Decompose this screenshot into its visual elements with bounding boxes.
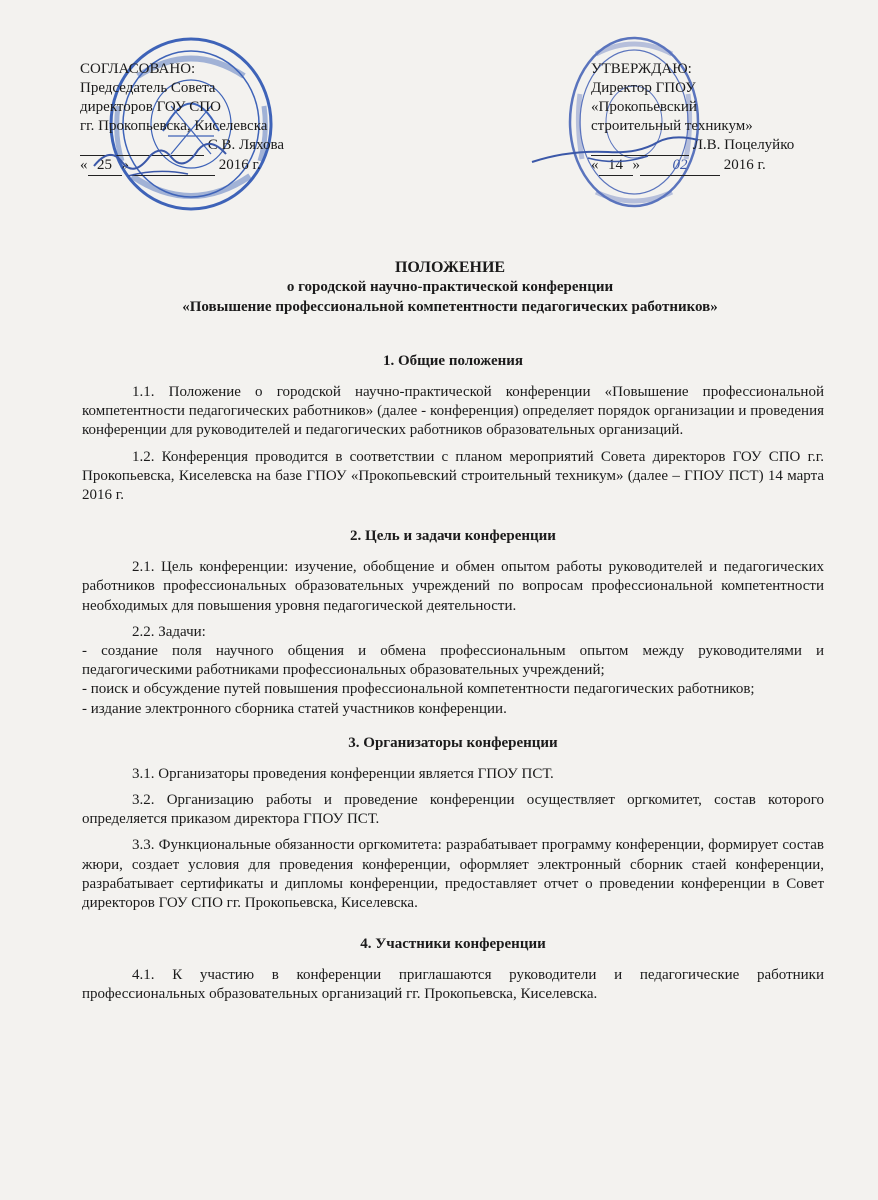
paragraph: 2.1. Цель конференции: изучение, обобщение и обмен опытом работы руководителей и педагогических работников профессиональных образовательных учреждений по вопросам профессиональной компетентности необходимых для повышения уровня педагогической деятельности. xyxy=(82,559,824,614)
paragraph: 4.1. К участию в конференции приглашаются руководители и педагогические работники профессиональных образовательных организаций гг. Прокопьевска, Киселевска. xyxy=(82,967,824,1003)
title-line-2: о городской научно-практической конференции xyxy=(286,279,614,295)
list-item: - поиск и обсуждение путей повышения профессиональной компетентности педагогических работников; xyxy=(82,681,755,698)
approval-left-date-day: 25 xyxy=(88,156,122,176)
list-item: - создание поля научного общения и обмена профессиональным опытом между руководителями и педагогическими работниками профессиональных образовательных учреждений; xyxy=(82,643,824,679)
approval-left-line: директоров ГОУ СПО xyxy=(80,99,221,115)
paragraph: 3.1. Организаторы проведения конференции является ГПОУ ПСТ. xyxy=(132,765,554,782)
title-line-3: «Повышение профессиональной компетентности педагогических работников» xyxy=(182,299,718,315)
approval-right-date-day: 14 xyxy=(599,156,633,176)
paragraph: 1.2. Конференция проводится в соответствии с планом мероприятий Совета директоров ГОУ СПО г.г. Прокопьевска, Киселевска на базе ГПОУ «Прокопьевский строительный техникум» (далее – ГПОУ ПСТ) 14 марта 2016 г. xyxy=(82,448,824,504)
approval-right-date-month: 02 xyxy=(640,156,720,176)
paragraph: 1.1. Положение о городской научно-практической конференции «Повышение профессиональной компетентности педагогических работников» (далее - конференция) определяет порядок организации и проведения конференции для руководителей и педагогических работников образовательных организаций. xyxy=(82,384,824,439)
list-item: - издание электронного сборника статей участников конференции. xyxy=(82,700,507,717)
approval-left-line: гг. Прокопьевска, Киселевска xyxy=(80,118,268,134)
section-heading: 1. Общие положения xyxy=(382,353,524,369)
approval-right-heading: УТВЕРЖДАЮ: xyxy=(591,61,692,77)
approval-right-line: Директор ГПОУ xyxy=(591,80,696,96)
approval-left-signatory: С.В. Ляхова xyxy=(207,137,285,153)
approval-left-year: 2016 г. xyxy=(218,157,261,173)
approval-left-heading: СОГЛАСОВАНО: xyxy=(80,61,196,77)
section-heading: 4. Участники конференции xyxy=(360,936,546,953)
paragraph: 2.2. Задачи: xyxy=(132,623,206,640)
section-heading: 3. Организаторы конференции xyxy=(348,734,558,751)
approval-right: УТВЕРЖДАЮ: Директор ГПОУ «Прокопьевский строительный техникум» Л.В. Поцелуйко « 14 » 02 2016 г. xyxy=(591,60,831,176)
approval-right-line: строительный техникум» xyxy=(591,118,753,134)
title-line-1: ПОЛОЖЕНИЕ xyxy=(394,259,506,276)
document-title xyxy=(60,258,840,317)
document-body xyxy=(82,352,824,1012)
right-handwritten-signature xyxy=(528,128,708,178)
paragraph: 3.3. Функциональные обязанности оргкомитета: разрабатывает программу конференции, формирует состав жюри, создает условия для проведения конференции, оформляет электронный сборник стаей конференции, разрабатывает сертификаты и дипломы конференции, предоставляет отчет о проведении конференции в Совет директоров ГОУ СПО гг. Прокопьевска, Киселевска. xyxy=(82,837,824,912)
section-heading: 2. Цель и задачи конференции xyxy=(350,528,556,545)
left-handwritten-signature xyxy=(88,128,238,188)
approval-right-year: 2016 г. xyxy=(723,157,766,173)
approval-right-line: «Прокопьевский xyxy=(591,99,697,115)
approval-right-signatory: Л.В. Поцелуйко xyxy=(692,137,795,153)
approval-left: СОГЛАСОВАНО: Председатель Совета директоров ГОУ СПО гг. Прокопьевска, Киселевска С.В. Ляхова « 25 » 2016 г. xyxy=(80,60,330,176)
paragraph: 3.2. Организацию работы и проведение конференции осуществляет оргкомитет, состав которого определяется приказом директора ГПОУ ПСТ. xyxy=(82,792,824,828)
approval-left-line: Председатель Совета xyxy=(80,80,216,96)
